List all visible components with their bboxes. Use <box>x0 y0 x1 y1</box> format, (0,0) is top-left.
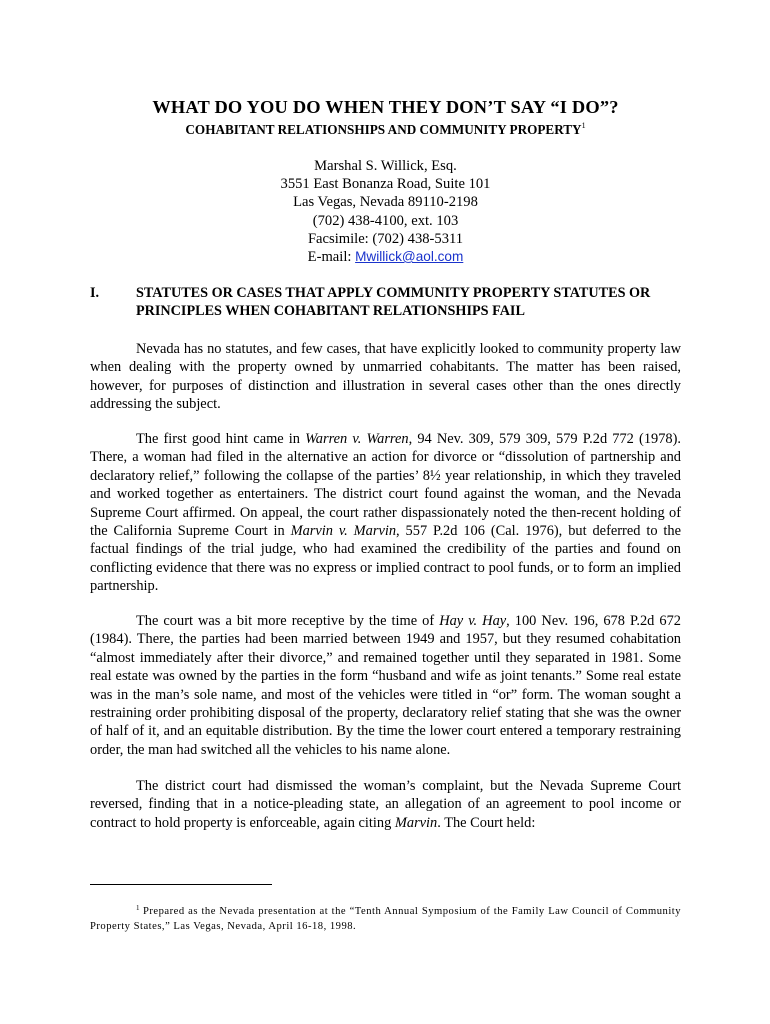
paragraph-4-text-a: The district court had dismissed the woman’s complaint, but the Nevada Supreme Court reversed, finding that in a notice-pleading state, an allegation of an agreement to pool income or contract to hold property is enforceable, again citing <box>90 778 681 831</box>
author-address-line1: 3551 East Bonanza Road, Suite 101 <box>280 176 491 193</box>
section-heading-text: STATUTES OR CASES THAT APPLY COMMUNITY PROPERTY STATUTES OR PRINCIPLES WHEN COHABITANT RELATIONSHIPS FAIL <box>136 285 651 320</box>
subtitle-text: COHABITANT RELATIONSHIPS AND COMMUNITY PROPERTY <box>185 122 582 137</box>
paragraph-1-text: Nevada has no statutes, and few cases, that have explicitly looked to community property law when dealing with the property owned by unmarried cohabitants. The matter has been raised, however, for purposes of distinction and illustration in several cases other than the ones directly addressing the subject. <box>90 341 681 413</box>
subtitle-footnote-mark[interactable]: 1 <box>581 121 586 130</box>
email-label: E-mail: <box>307 249 356 266</box>
author-fax: Facsimile: (702) 438-5311 <box>307 230 464 247</box>
email-link[interactable]: Mwillick@aol.com <box>355 249 464 265</box>
document-page <box>90 0 681 1024</box>
author-phone: (702) 438-4100, ext. 103 <box>312 212 459 229</box>
paragraph-1 <box>90 340 681 414</box>
case-citation-warren: Warren v. Warren <box>305 431 409 447</box>
author-name: Marshal S. Willick, Esq. <box>314 158 457 174</box>
paragraph-2-text-a: The first good hint came in <box>136 431 306 447</box>
footnote-divider <box>90 884 272 885</box>
case-citation-marvin-2: Marvin <box>394 814 438 831</box>
author-email-line <box>90 248 681 266</box>
footnote-text: Prepared as the Nevada presentation at the “Tenth Annual Symposium of the Family Law Council of Community Property States,” Las Vegas, Nevada, April 16-18, 1998. <box>90 906 681 933</box>
case-citation-hay: Hay v. Hay <box>439 613 507 629</box>
section-number: I. <box>90 285 100 301</box>
paragraph-4 <box>90 777 681 832</box>
author-address-line2: Las Vegas, Nevada 89110-2198 <box>293 194 478 211</box>
document-subtitle <box>90 121 681 138</box>
author-block <box>90 157 681 266</box>
paragraph-2-text-c: , 557 P.2d 106 (Cal. 1976), but deferred to the factual findings of the trial judge, who had examined the credibility of the parties and found on conflicting evidence that there was no express or implied contract to pool funds, or to form an implied partnership. <box>90 523 681 595</box>
paragraph-2-text-b: , 94 Nev. 309, 579 309, 579 P.2d 772 (1978). There, a woman had filed in the alternative an action for divorce or “dissolution of partnership and declaratory relief,” following the collapse of the parties’ 8½ year relationship, in which they traveled and worked together as entertainers. The district court found against the woman, and the Nevada Supreme Court affirmed. On appeal, the court rather dispassionately noted the then-recent holding of the California Supreme Court in <box>90 431 681 540</box>
paragraph-3-text-a: The court was a bit more receptive by the time of <box>136 613 440 629</box>
case-citation-marvin: Marvin v. Marvin <box>290 523 397 540</box>
document-title: WHAT DO YOU DO WHEN THEY DON’T SAY “I DO”? <box>152 97 619 117</box>
footnote-mark: 1 <box>136 904 140 912</box>
paragraph-3-text-b: , 100 Nev. 196, 678 P.2d 672 (1984). There, the parties had been married between 1949 and 1957, but they resumed cohabitation “almost immediately after their divorce,” and remained together until they separated in 1981. Some real estate was owned by the parties in the form “husband and wife as joint tenants.” Some real estate was in the man’s sole name, and most of the vehicles were titled in “or” form. The woman sought a restraining order prohibiting disposal of the property, declaratory relief stating that she was the owner of half of it, and an equitable distribution. By the time the lower court entered a temporary restraining order, the man had switched all the vehicles to his name alone. <box>90 613 681 758</box>
paragraph-2 <box>90 430 681 596</box>
footnote <box>90 901 681 934</box>
paragraph-4-text-b: . The Court held: <box>437 814 536 831</box>
paragraph-3 <box>90 612 681 759</box>
